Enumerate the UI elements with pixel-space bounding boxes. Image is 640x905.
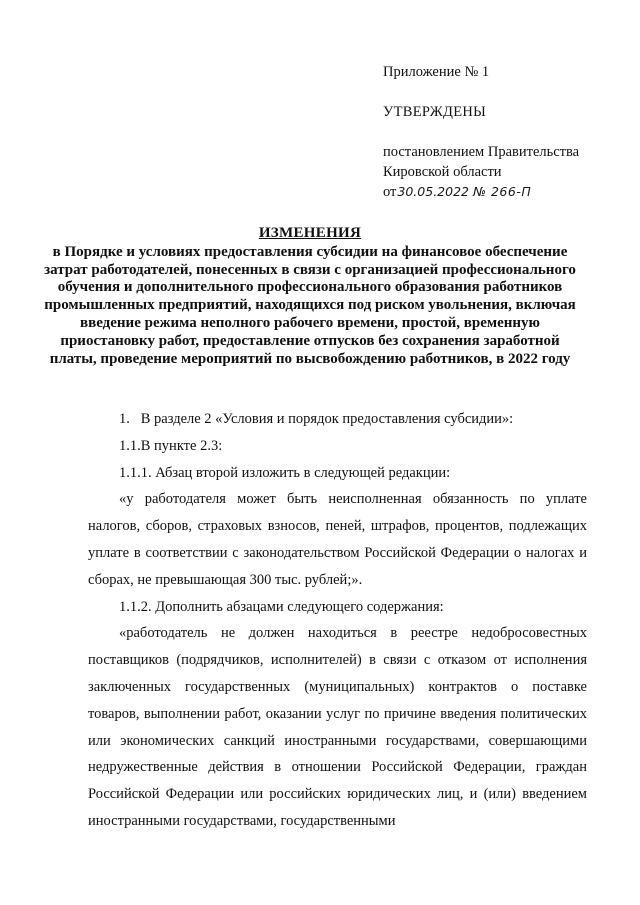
document-body: [88, 406, 587, 835]
resolution-date-number: [383, 182, 623, 202]
approved-heading: УТВЕРЖДЕНЫ: [383, 104, 487, 120]
title-main: ИЗМЕНЕНИЯ: [258, 225, 362, 241]
appendix-number: Приложение № 1: [383, 64, 490, 80]
paragraph-quote-taxes: «у работодателя может быть неисполненная обязанность по уплате налогов, сборов, страховых взносов, пеней, штрафов, процентов, подлежащих уплате в соответствии с законодательством Российской Федерации о налогах и сборах, не превышающая 300 тыс. рублей;».: [88, 491, 587, 588]
paragraph-quote-registry: «работодатель не должен находиться в реестре недобросовестных поставщиков (подрядчиков, исполнителей) в связи с отказом от исполнения заключенных государственных (муниципальных) контрактов о поставке товаров, выполнении работ, оказании услуг по причине введения политических или экономических санкций иностранными государствами, совершающими недружественные действия в отношении Российской Федерации, граждан Российской Федерации или российских юридических лиц, и (или) введением иностранными государствами, государственными: [88, 625, 587, 829]
approved-by-line: постановлением Правительства: [383, 144, 580, 160]
paragraph-1-1-2: 1.1.2. Дополнить абзацами следующего содержания:: [119, 598, 444, 615]
paragraph-1: 1. В разделе 2 «Условия и порядок предоставления субсидии»:: [119, 411, 514, 427]
paragraph-1-1-1: 1.1.1. Абзац второй изложить в следующей редакции:: [119, 464, 451, 481]
document-title: [40, 225, 580, 368]
approved-by-region: Кировской области: [383, 164, 502, 180]
approval-block: [383, 62, 623, 202]
handwritten-date: 30.05.2022: [397, 184, 469, 199]
date-prefix: от: [383, 184, 397, 200]
title-subtitle: в Порядке и условиях предоставления субсидии на финансовое обеспечение затрат работодателей, понесенных в связи с организацией профессионального обучения и дополнительного профессионального образования работников промышленных предприятий, находящихся под риском увольнения, включая введение режима неполного рабочего времени, простой, временную приостановку работ, предоставление отпусков без сохранения заработной платы, проведение мероприятий по высвобождению работников, в 2022 году: [44, 243, 576, 367]
paragraph-1-1: 1.1.В пункте 2.3:: [119, 437, 223, 454]
handwritten-number: № 266-П: [472, 184, 532, 199]
